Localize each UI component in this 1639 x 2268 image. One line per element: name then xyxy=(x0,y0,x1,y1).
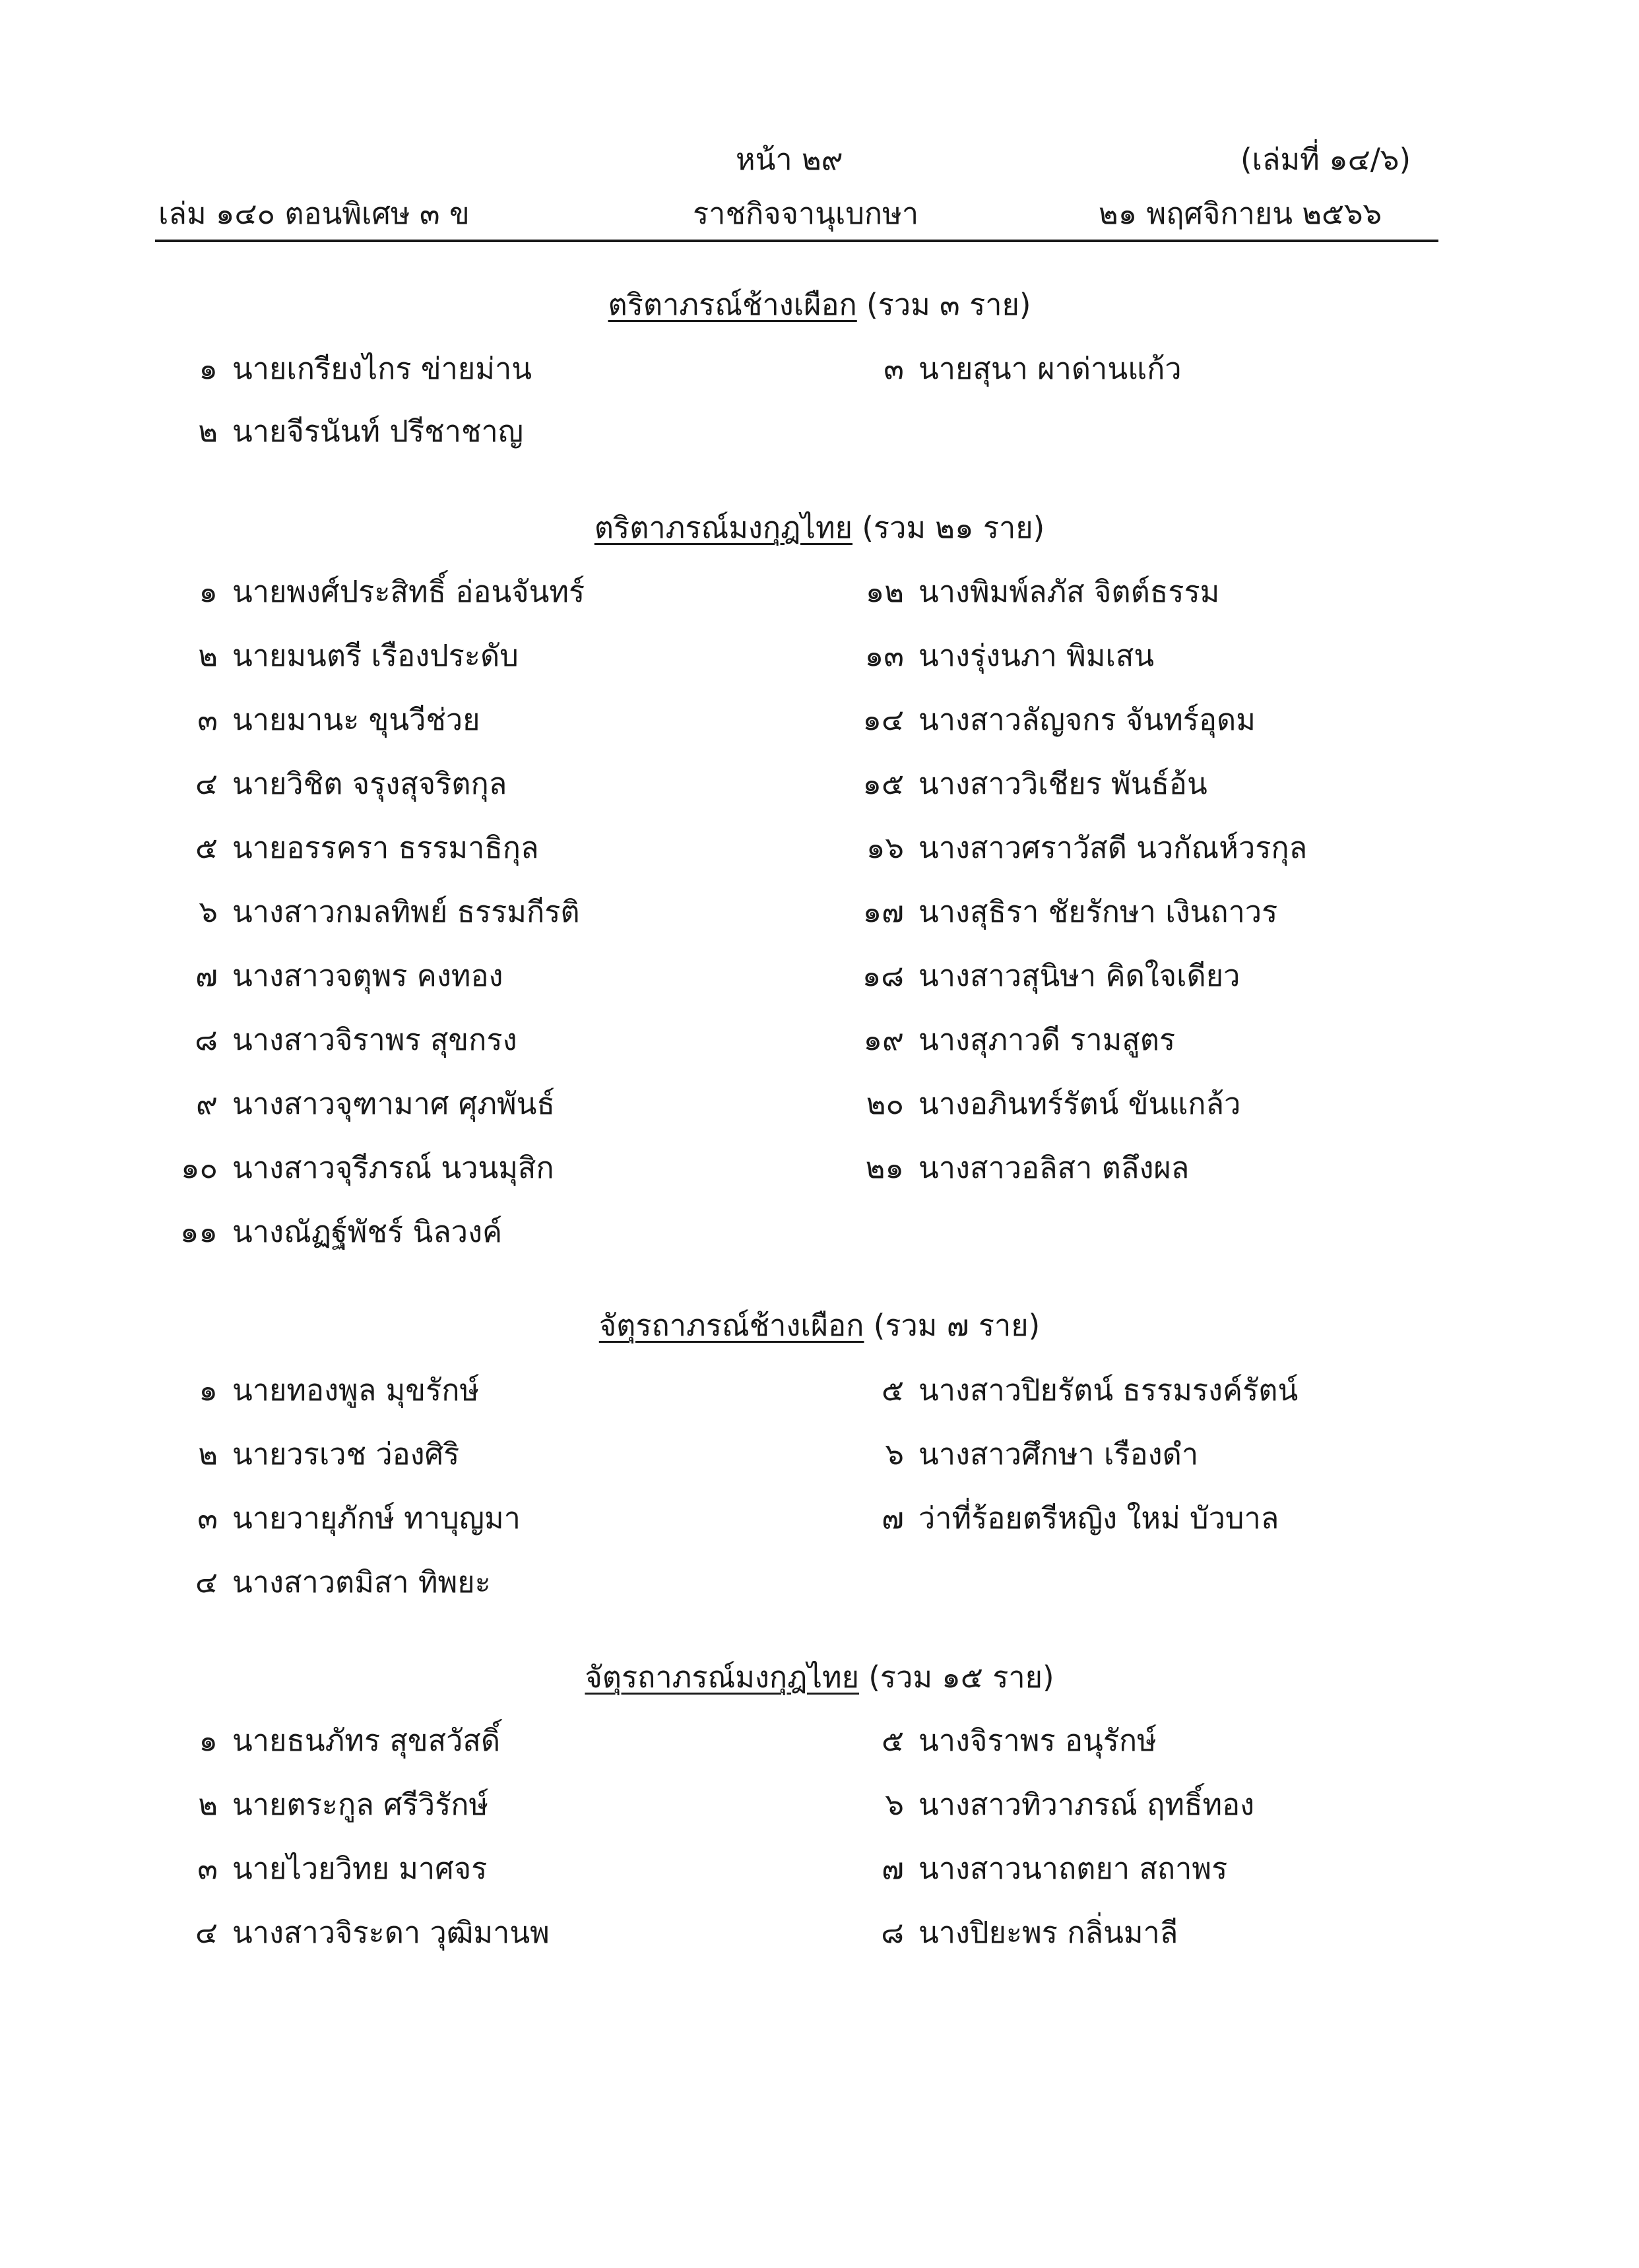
publication-name: ราชกิจจานุเบกษา xyxy=(693,196,919,231)
list-item: ๖ นางสาวทิวาภรณ์ ฤทธิ์ทอง xyxy=(885,1787,1255,1822)
list-item: ๑๘ นางสาวสุนิษา คิดใจเดียว xyxy=(862,958,1240,993)
list-item: ๔ นายวิชิต จรุงสุจริตกุล xyxy=(195,766,507,801)
list-item: ๑๔ นางสาวลัญจกร จันทร์อุดม xyxy=(862,702,1256,737)
list-item: ๖ นางสาวกมลทิพย์ ธรรมกีรติ xyxy=(199,894,580,929)
list-item: ๓ นายวายุภักษ์ ทาบุญมา xyxy=(197,1501,521,1536)
list-item: ๑๖ นางสาวศราวัสดี นวกัณห์วรกุล xyxy=(866,830,1308,865)
list-item: ๒๐ นางอภินทร์รัตน์ ขันแกล้ว xyxy=(866,1086,1241,1121)
list-item: ๓ นายสุนา ผาด่านแก้ว xyxy=(884,351,1182,386)
list-item: ๑ นายพงศ์ประสิทธิ์ อ่อนจันทร์ xyxy=(199,574,585,609)
list-item: ๑๓ นางรุ่งนภา พิมเสน xyxy=(864,638,1155,673)
list-item: ๑๕ นางสาววิเชียร พันธ์อ้น xyxy=(862,766,1207,801)
section-title: จัตุรถาภรณ์ช้างเผือก (รวม ๗ ราย) xyxy=(598,1308,1041,1343)
list-item: ๔ นางสาวจิระดา วุฒิมานพ xyxy=(195,1915,550,1950)
list-item: ๑ นายธนภัทร สุขสวัสดิ์ xyxy=(199,1723,501,1758)
list-item: ๘ นางปิยะพร กลิ่นมาลี xyxy=(881,1915,1178,1950)
list-item: ๙ นางสาวจุฑามาศ ศุภพันธ์ xyxy=(196,1086,555,1121)
list-item: ๒ นายตระกูล ศรีวิรักษ์ xyxy=(198,1787,489,1822)
list-item: ๓ นายไวยวิทย มาศจร xyxy=(197,1851,488,1886)
list-item: ๓ นายมานะ ขุนวีช่วย xyxy=(197,702,480,737)
section-title: ตริตาภรณ์ช้างเผือก (รวม ๓ ราย) xyxy=(608,287,1031,322)
header-divider xyxy=(155,240,1438,242)
list-item: ๒ นายมนตรี เรืองประดับ xyxy=(198,638,519,673)
list-item: ๕ นายอรรครา ธรรมาธิกุล xyxy=(195,830,539,865)
book-issue: เล่ม ๑๔๐ ตอนพิเศษ ๓ ข xyxy=(158,196,470,231)
publication-date: ๒๑ พฤศจิกายน ๒๕๖๖ xyxy=(1099,196,1382,231)
list-item: ๘ นางสาวจิราพร สุขกรง xyxy=(195,1022,517,1057)
list-item: ๗ นางสาวนาถตยา สถาพร xyxy=(882,1851,1228,1886)
list-item: ๔ นางสาวตมิสา ทิพยะ xyxy=(195,1565,491,1600)
section-title: จัตุรถาภรณ์มงกุฎไทย (รวม ๑๕ ราย) xyxy=(585,1660,1054,1695)
list-item: ๑๑ นางณัฏฐ์พัชร์ นิลวงค์ xyxy=(179,1214,503,1249)
volume-reference: (เล่มที่ ๑๔/๖) xyxy=(1240,142,1411,177)
list-item: ๒ นายจีรนันท์ ปรีชาชาญ xyxy=(198,414,524,449)
section-title: ตริตาภรณ์มงกุฎไทย (รวม ๒๑ ราย) xyxy=(594,510,1045,545)
list-item: ๑๗ นางสุธิรา ชัยรักษา เงินถาวร xyxy=(862,894,1278,929)
list-item: ๒ นายวรเวช ว่องศิริ xyxy=(198,1437,460,1472)
list-item: ๕ นางสาวปิยรัตน์ ธรรมรงค์รัตน์ xyxy=(881,1373,1299,1408)
list-item: ๖ นางสาวศึกษา เรืองดำ xyxy=(885,1437,1199,1472)
list-item: ๒๑ นางสาวอลิสา ตลึงผล xyxy=(865,1150,1190,1185)
list-item: ๗ นางสาวจตุพร คงทอง xyxy=(195,958,503,993)
list-item: ๑ นายเกรียงไกร ข่ายม่าน xyxy=(199,351,532,386)
list-item: ๑๙ นางสุภาวดี รามสูตร xyxy=(863,1022,1176,1057)
list-item: ๗ ว่าที่ร้อยตรีหญิง ใหม่ บัวบาล xyxy=(882,1501,1279,1536)
list-item: ๕ นางจิราพร อนุรักษ์ xyxy=(881,1723,1157,1758)
list-item: ๑๒ นางพิมพ์ลภัส จิตต์ธรรม xyxy=(865,574,1220,609)
list-item: ๑ นายทองพูล มุขรักษ์ xyxy=(199,1373,480,1408)
page-number: หน้า ๒๙ xyxy=(736,142,843,177)
list-item: ๑๐ นางสาวจุรีภรณ์ นวนมุสิก xyxy=(180,1150,554,1185)
